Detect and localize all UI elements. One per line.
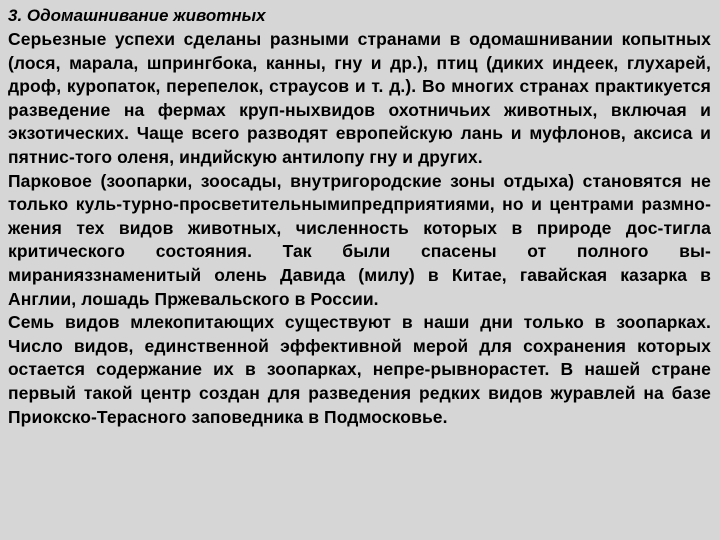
paragraph-mammals: Семь видов млекопитающих существуют в наши дни только в зоопарках. Число видов, единственной эффективной мерой для сохранения которых остается содержание их в зоопарках, непре-рывнорастет. В нашей стране первый такой центр создан для разведения редких видов журавлей на базе Приокско-Терасного заповедника в Подмосковье. [8,312,711,427]
section-heading: 3. Одомашнивание животных [8,6,266,25]
paragraph-zoos: Парковое (зоопарки, зоосады, внутригородские зоны отдыха) становятся не только куль-турно-просветительнымипредприятиями, но и центрами размно-жения тех видов животных, численность которых в природе дос-тигла критического состояния. Так были спасены от полного вы-миранияззнаменитый олень Давида (милу) в Китае, гавайская казарка в Англии, лошадь Пржевальского в России. [8,170,711,309]
document-page [8,4,711,429]
paragraph-domestication: Серьезные успехи сделаны разными странами в одомашнивании копытных (лося, марала, шпрингбока, канны, гну и др.), птиц (диких индеек, глухарей, дроф, куропаток, перепелок, страусов и т. д.). Во многих странах практикуется разведение на фермах круп-ныхвидов охотничьих животных, включая и экзотических. Чаще всего разводят европейскую лань и муфлонов, аксиса и пятнис-того оленя, индийскую антилопу гну и других. [8,29,711,167]
